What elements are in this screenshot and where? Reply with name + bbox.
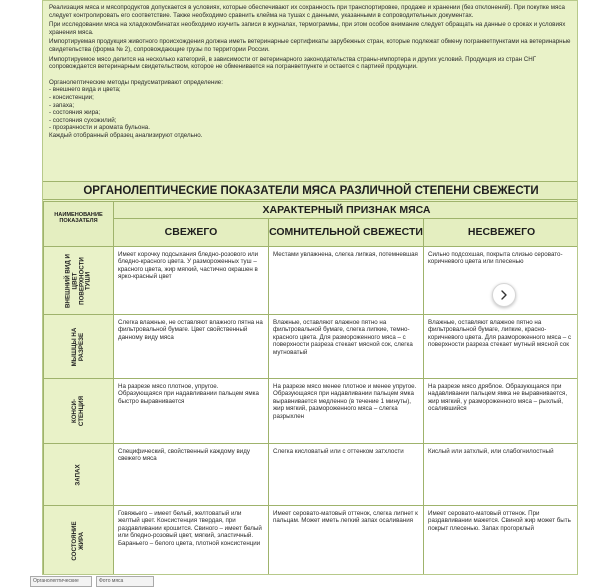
row-header-label: СОСТОЯНИЕ ЖИРА xyxy=(70,520,85,561)
row-header-label: КОНСИ-СТЕНЦИЯ xyxy=(70,395,85,427)
cell-fresh: На разрезе мясо плотное, упругое. Образующаяся при надавливании пальцем ямка быстро выравнивается xyxy=(114,379,269,444)
row-header xyxy=(44,247,114,315)
table-title: ОРГАНОЛЕПТИЧЕСКИЕ ПОКАЗАТЕЛИ МЯСА РАЗЛИЧНОЙ СТЕПЕНИ СВЕЖЕСТИ xyxy=(43,181,578,200)
intro-paragraph: Импортируемая продукция животного происхождения должна иметь ветеринарные сертификаты зарубежных стран, которые подлежат обмену погранветпунктами на ветеринарные свидетельства (форма № 2), сопровождающие грузы по территории России. xyxy=(49,38,571,53)
cell-fresh: Имеет корочку подсыхания бледно-розового или бледно-красного цвета. У размороженных туш – красного цвета, жир мягкий, частично окрашен в ярко-красный цвет xyxy=(114,247,269,315)
cell-doubtful: Влажные, оставляют влажное пятно на фильтровальной бумаге, слегка липкие, темно-красного цвета. Для размороженного мяса – с поверхности разреза стекает мясной сок, слегка мутноватый xyxy=(269,315,424,379)
freshness-table xyxy=(43,201,578,575)
thumbnail[interactable]: Фото мяса xyxy=(96,576,154,587)
cell-stale: Сильно подсохшая, покрыта слизью серовато-коричневого цвета или плесенью xyxy=(424,247,579,315)
row-header xyxy=(44,315,114,379)
cell-doubtful: На разрезе мясо менее плотное и менее упругое. Образующаяся при надавливании пальцем ямка выравнивается медленно (в течение 1 минуты), жир мягкий, размороженного мяса – слегка разрыхлен xyxy=(269,379,424,444)
cell-doubtful: Слегка кисловатый или с оттенком затхлости xyxy=(269,444,424,506)
table-row xyxy=(44,379,579,444)
thumbnail-strip xyxy=(30,576,154,588)
thumbnail[interactable]: Органолептические xyxy=(30,576,92,587)
row-header xyxy=(44,379,114,444)
intro-paragraph: Реализация мяса и мясопродуктов допускается в условиях, которые обеспечивают их сохранность при транспортировке, продаже и хранении (без отклонений). При покупке мяса следует контролировать его соответствие. Также необходимо сравнить клейма на тушах с данными, указанными в сопроводительных документах. xyxy=(49,4,565,19)
cell-stale: Влажные, оставляют влажное пятно на фильтровальной бумаге, липкие, красно-коричневого цвета. Для размороженного мяса – с поверхности разреза стекает мутный мясной сок xyxy=(424,315,579,379)
cell-fresh: Слегка влажные, не оставляют влажного пятна на фильтровальной бумаге. Цвет свойственный данному виду мяса xyxy=(114,315,269,379)
row-header-label: ЗАПАХ xyxy=(74,463,82,486)
column-header-doubtful: СОМНИТЕЛЬНОЙ СВЕЖЕСТИ xyxy=(269,219,424,247)
method-item: - консистенции; xyxy=(49,93,94,101)
table-row xyxy=(44,315,579,379)
table-row xyxy=(44,506,579,576)
intro-text xyxy=(43,1,577,179)
column-header-stale: НЕСВЕЖЕГО xyxy=(424,219,579,247)
cell-fresh: Специфический, свойственный каждому виду свежего мяса xyxy=(114,444,269,506)
cell-doubtful: Имеет серовато-матовый оттенок, слегка липнет к пальцам. Может иметь легкий запах осаливания xyxy=(269,506,424,576)
row-header-label: ВНЕШНИЙ ВИД И ЦВЕТ ПОВЕРХНОСТИ ТУШИ xyxy=(63,253,92,308)
cell-stale: На разрезе мясо дряблое. Образующаяся при надавливании пальцем ямка не выравнивается, жир мягкий, у размороженного мяса – рыхлый, осалившийся xyxy=(424,379,579,444)
method-item: - запаха; xyxy=(49,101,75,109)
chevron-right-icon xyxy=(499,290,509,300)
cell-stale: Кислый или затхлый, или слабогнилостный xyxy=(424,444,579,506)
methods-title: Органолептические методы предусматривают определение: xyxy=(49,78,223,86)
row-header xyxy=(44,506,114,576)
intro-footer: Каждый отобранный образец анализируют отдельно. xyxy=(49,131,203,139)
cell-doubtful: Местами увлажнена, слегка липкая, потемневшая xyxy=(269,247,424,315)
method-item: - состояния сухожилий; xyxy=(49,116,117,124)
intro-paragraph: Импортируемое мясо делится на несколько категорий, в зависимости от ветеринарного законодательства страны-импортера и других условий. Продукция из стран СНГ сопровождается ветеринарным свидетельством, которое не обменивается на погранветпункте и остается с партией продукции. xyxy=(49,55,537,71)
name-column-header: НАИМЕНОВАНИЕ ПОКАЗАТЕЛЯ xyxy=(44,202,114,247)
intro-paragraph: При исследовании мяса на хладокомбинатах необходимо изучить записи в журналах, термограммы, при этом особое внимание следует обращать на данные о сроках и условиях хранения мяса. xyxy=(49,21,566,36)
cell-stale: Имеет серовато-матовый оттенок. При раздавливании мажется. Свиной жир может быть покрыт плесенью. Запах прогорклый xyxy=(424,506,579,576)
method-item: - внешнего вида и цвета; xyxy=(49,86,121,94)
carousel-next-button[interactable] xyxy=(492,283,516,307)
row-header-label: МЫШЦЫ НА РАЗРЕЗЕ xyxy=(70,327,85,366)
method-item: - прозрачности и аромата бульона. xyxy=(49,124,150,132)
table-row xyxy=(44,444,579,506)
column-header-fresh: СВЕЖЕГО xyxy=(114,219,269,247)
row-header xyxy=(44,444,114,506)
cell-fresh: Говяжьего – имеет белый, желтоватый или желтый цвет. Консистенция твердая, при раздавливании крошится. Свиного – имеет белый или бледно-розовый цвет, мягкий, эластичный. Бараньего – белого цвета, плотной консистенции xyxy=(114,506,269,576)
method-item: - состояния жира; xyxy=(49,109,101,117)
group-header: ХАРАКТЕРНЫЙ ПРИЗНАК МЯСА xyxy=(114,202,579,219)
